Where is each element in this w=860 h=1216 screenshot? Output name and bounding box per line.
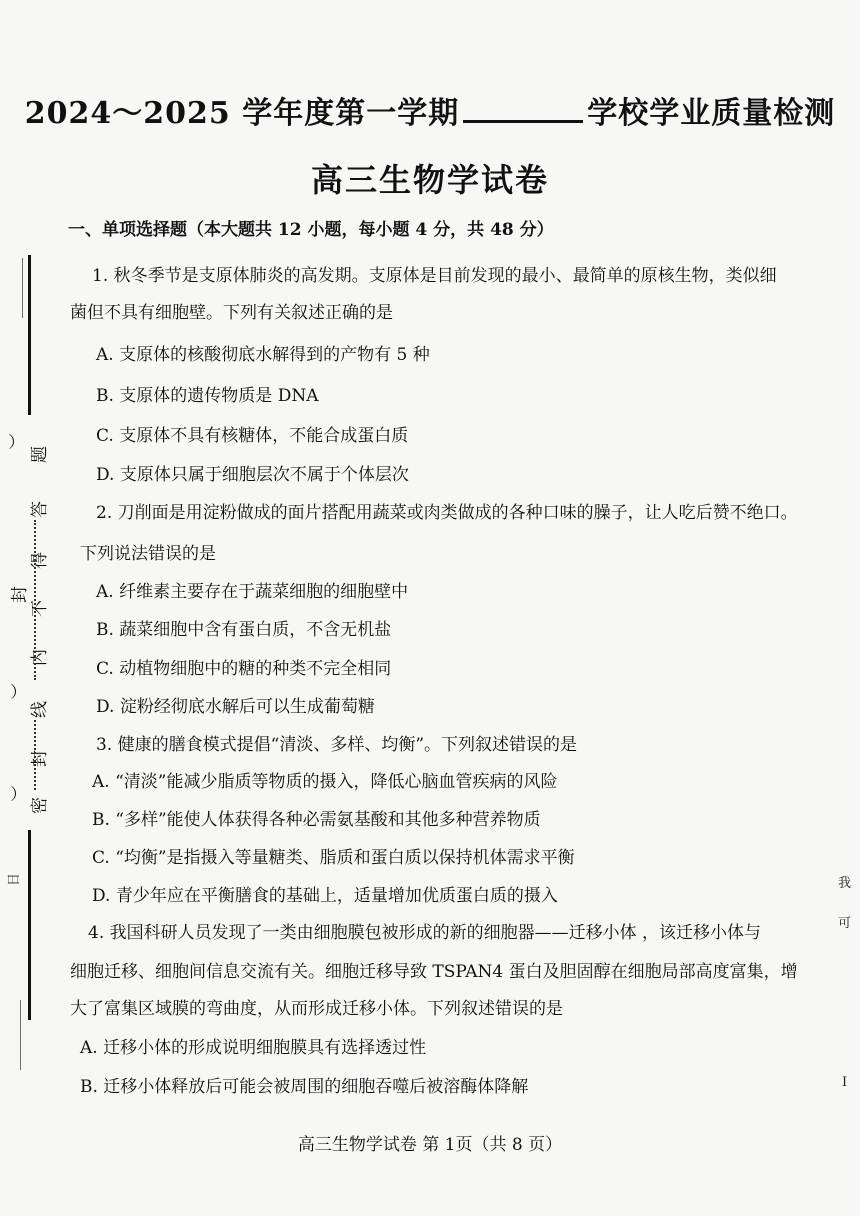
- edge-mark-right-2: 可: [838, 916, 852, 931]
- q4-stem-line1: 4. 我国科研人员发现了一类由细胞膜包被形成的新的细胞器——迁移小体 ，该迁移小体与: [88, 923, 762, 943]
- q3-stem-line1: 3. 健康的膳食模式提倡“清淡、多样、均衡”。下列叙述错误的是: [96, 735, 578, 755]
- binding-dotted-line-1: [34, 520, 36, 680]
- q3-option-b: B. “多样”能使人体获得各种必需氨基酸和其他多种营养物质: [92, 810, 541, 830]
- edge-mark-left: 日: [7, 872, 23, 887]
- title-year-term: 2024～2025 学年度第一学期: [24, 96, 460, 131]
- q1-option-b: B. 支原体的遗传物质是 DNA: [96, 386, 319, 406]
- q2-stem-line2: 下列说法错误的是: [80, 544, 216, 564]
- edge-mark-right-3: I: [842, 1075, 848, 1090]
- q2-option-d: D. 淀粉经彻底水解后可以生成葡萄糖: [96, 697, 375, 717]
- binding-char-ti: 题: [29, 446, 50, 463]
- q4-stem-line2: 细胞迁移、细胞间信息交流有关。细胞迁移导致 TSPAN4 蛋白及胆固醇在细胞局部高度富集，增: [70, 962, 798, 982]
- edge-mark-right-1: 我: [838, 876, 852, 891]
- school-name-blank: [463, 94, 583, 123]
- q2-option-c: C. 动植物细胞中的糖的种类不完全相同: [96, 659, 392, 679]
- q3-option-d: D. 青少年应在平衡膳食的基础上，适量增加优质蛋白质的摄入: [92, 886, 558, 906]
- section-heading: 一、单项选择题（本大题共 12 小题，每小题 4 分，共 48 分）: [68, 220, 554, 240]
- binding-char-mi: 密: [29, 797, 50, 814]
- binding-char-feng: 封: [29, 750, 50, 767]
- q3-option-a: A. “清淡”能减少脂质等物质的摄入，降低心脑血管疾病的风险: [92, 772, 558, 792]
- exam-title: [0, 88, 860, 132]
- binding-rule-top: [28, 255, 31, 415]
- title-exam-name: 学校学业质量检测: [587, 96, 836, 131]
- q1-option-a: A. 支原体的核酸彻底水解得到的产物有 5 种: [96, 345, 430, 365]
- binding-rule-bottom: [28, 830, 31, 1020]
- binding-seal-mark: 封: [9, 586, 30, 603]
- binding-rule-thin-bottom: [20, 1000, 21, 1070]
- binding-char-xian: 线: [29, 701, 50, 718]
- binding-bracket-top: ︶: [7, 433, 27, 450]
- binding-bracket-bottom: ︶: [9, 785, 29, 802]
- q4-stem-line3: 大了富集区域膜的弯曲度，从而形成迁移小体。下列叙述错误的是: [70, 999, 563, 1019]
- exam-subtitle: 高三生物学试卷: [310, 161, 549, 199]
- q3-option-c: C. “均衡”是指摄入等量糖类、脂质和蛋白质以保持机体需求平衡: [92, 848, 575, 868]
- q1-option-d: D. 支原体只属于细胞层次不属于个体层次: [96, 465, 409, 485]
- q1-stem-line1: 1. 秋冬季节是支原体肺炎的高发期。支原体是目前发现的最小、最简单的原核生物，类似细: [92, 266, 777, 286]
- q4-option-a: A. 迁移小体的形成说明细胞膜具有选择透过性: [80, 1038, 427, 1058]
- binding-char-de: 得: [29, 552, 50, 569]
- page-footer: 高三生物学试卷 第 1页（共 8 页）: [297, 1135, 563, 1155]
- binding-char-nei: 内: [29, 649, 50, 666]
- binding-rule-thin: [22, 258, 23, 318]
- q1-stem-line2: 菌但不具有细胞壁。下列有关叙述正确的是: [70, 303, 393, 323]
- q2-option-a: A. 纤维素主要存在于蔬菜细胞的细胞壁中: [96, 582, 409, 602]
- binding-dotted-line-2: [34, 720, 36, 790]
- binding-bracket-mid: ︶: [9, 683, 29, 700]
- q2-stem-line1: 2. 刀削面是用淀粉做成的面片搭配用蔬菜或肉类做成的各种口味的臊子，让人吃后赞不绝口。: [96, 503, 798, 523]
- binding-char-bu: 不: [29, 600, 50, 617]
- q1-option-c: C. 支原体不具有核糖体，不能合成蛋白质: [96, 426, 409, 446]
- q4-option-b: B. 迁移小体释放后可能会被周围的细胞吞噬后被溶酶体降解: [80, 1077, 529, 1097]
- q2-option-b: B. 蔬菜细胞中含有蛋白质，不含无机盐: [96, 620, 392, 640]
- binding-char-da: 答: [29, 501, 50, 518]
